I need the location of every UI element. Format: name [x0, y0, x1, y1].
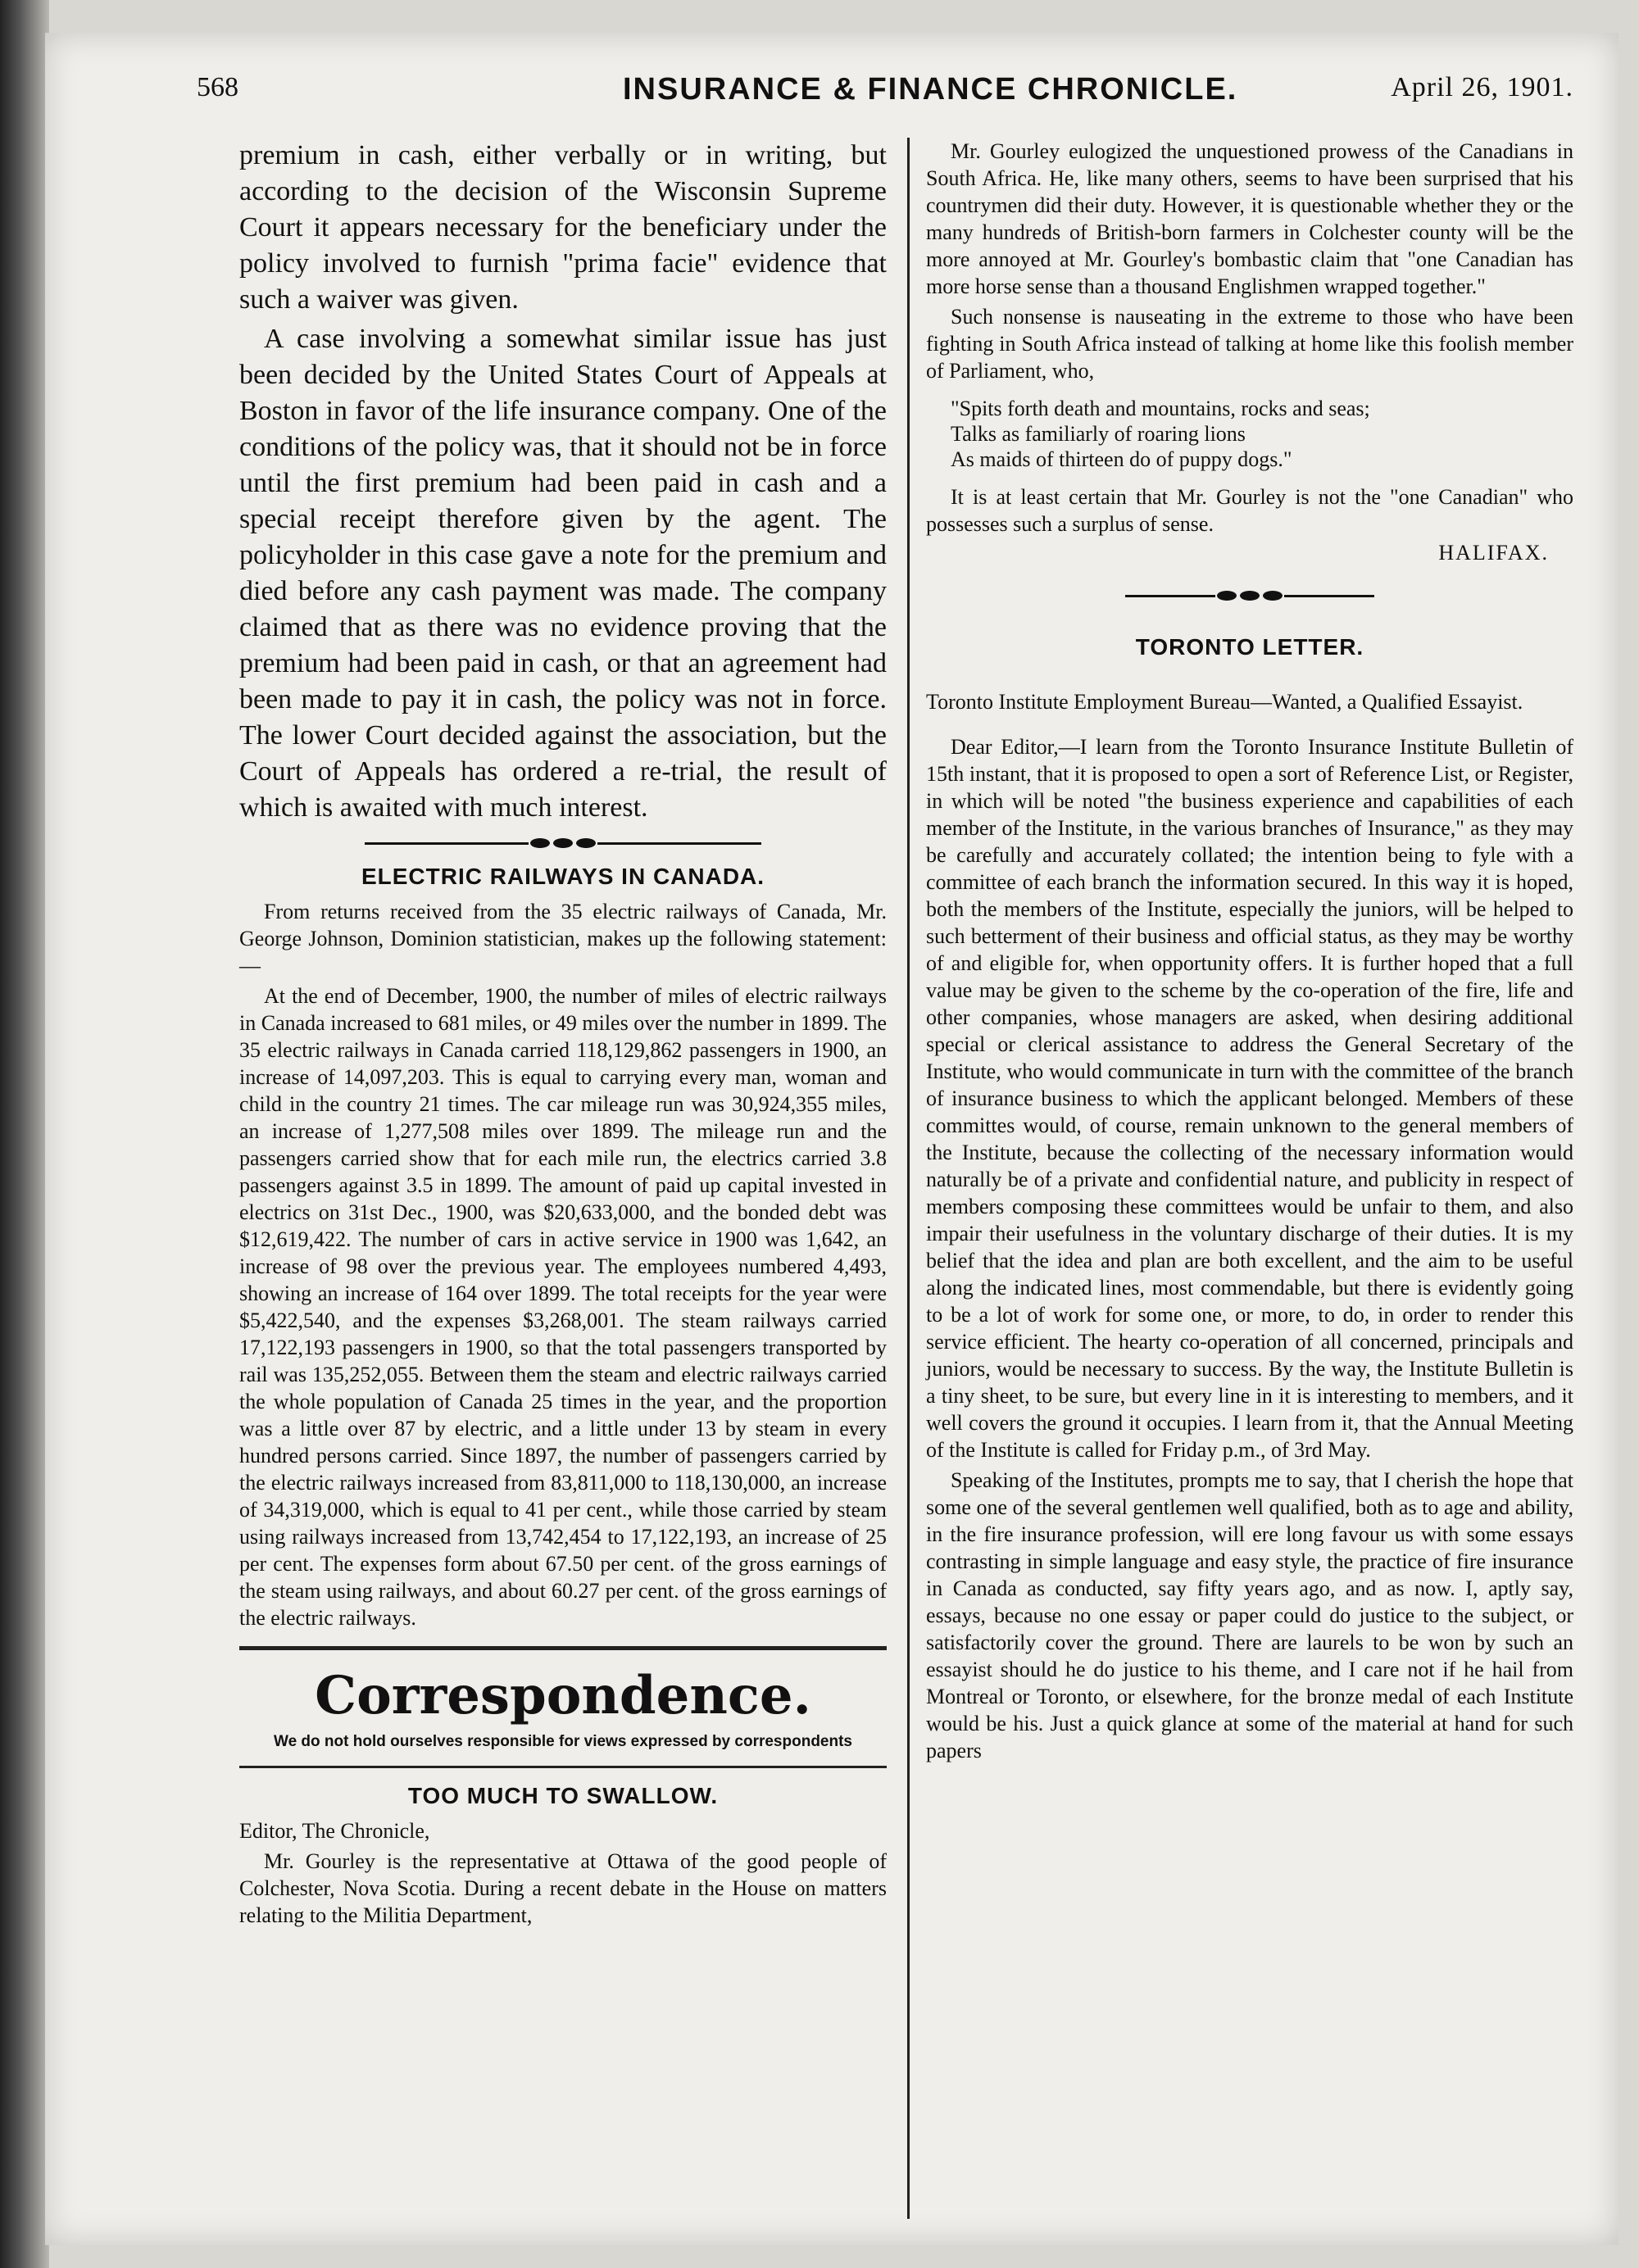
correspondence-disclaimer: We do not hold ourselves responsible for views expressed by correspondents: [273, 1733, 852, 1750]
intro-paragraph: premium in cash, either verbally or in writing, but according to the decision of the Wisconsin Supreme Court it appears necessary for the beneficiary under the policy involved to furnish "prima facie" evidence that such a waiver was given.: [239, 140, 887, 315]
intro-paragraph: A case involving a somewhat similar issue has just been decided by the United States Court of Appeals at Boston in favor of the life insurance company. One of the conditions of the policy was, that it should not be in force until the first premium had been paid in cash and a special receipt therefore given by the agent. The policyholder in this case gave a note for the premium and died before any cash payment was made. The company claimed that as there was no evidence proving that the premium had been paid in cash, or that an agreement had been made to pay it in cash, the policy was not in force. The lower Court decided against the association, but the Court of Appeals has ordered a re-trial, the result of which is awaited with much interest.: [239, 324, 887, 823]
correspondence-title: Correspondence.: [315, 1665, 811, 1726]
journal-title: INSURANCE & FINANCE CHRONICLE.: [623, 72, 1238, 107]
electric-railways-heading: ELECTRIC RAILWAYS IN CANADA.: [361, 864, 765, 889]
electric-paragraph: At the end of December, 1900, the number of miles of electric railways in Canada increased to 681 miles, or 49 miles over the number in 1899. The 35 electric railways in Canada carried 118,129,862 passengers in 1900, an increase of 14,097,203. This is equal to carrying every man, woman and child in the country 21 times. The car mileage run was 30,924,355 miles, an increase of 1,277,508 miles over 1899. The mileage run and the passengers carried show that for each mile run, the electrics carried 3.8 passengers against 3.5 in 1899. The amount of paid up capital invested in electrics on 31st Dec., 1900, was $20,633,000, and the bonded debt was $12,619,422. The number of cars in active service in 1900 was 1,642, an increase of 98 over the previous year. The employees numbered 4,493, showing an increase of 164 over 1899. The total receipts for the year were $5,422,540, and the expenses $3,268,001. The steam railways carried 17,122,193 passengers in 1900, so that the total passengers transported by rail was 135,252,055. Between them the steam and electric railways carried the whole population of Canada 25 times in the year, and the proportion was a little over 87 by electric, and a little under 13 by steam in every hundred persons carried. Since 1897, the number of passengers carried by the electric railways increased from 83,811,000 to 118,130,000, an increase of 34,319,000, which is equal to 41 per cent., while those carried by steam using railways increased from 13,742,454 to 17,122,193, an increase of 25 per cent. The expenses form about 67.50 per cent. of the gross earnings of the steam using railways, and about 60.27 per cent. of the gross earnings of the electric railways.: [239, 984, 887, 1630]
letter-paragraph: Such nonsense is nauseating in the extreme to those who have been fighting in South Africa instead of talking at home like this foolish member of Parliament, who,: [926, 305, 1573, 383]
toronto-subhead: [926, 688, 1573, 715]
quote-line: Talks as familiarly of roaring lions: [951, 422, 1246, 446]
right-column: [926, 138, 1573, 1767]
electric-paragraph: From returns received from the 35 electric railways of Canada, Mr. George Johnson, Dominion statistician, makes up the following statement:—: [239, 900, 887, 978]
issue-date: April 26, 1901.: [1391, 72, 1573, 102]
ornament-divider: [239, 829, 887, 854]
toronto-letter-heading: TORONTO LETTER.: [1135, 634, 1364, 660]
page-header: [197, 66, 1573, 123]
salutation: Editor, The Chronicle,: [239, 1819, 430, 1843]
column-divider: [907, 138, 910, 2219]
toronto-paragraph: Speaking of the Institutes, prompts me to say, that I cherish the hope that some one of the several gentlemen well qualified, both as to age and ability, in the fire insurance profession, will ere long favour us with some essays contrasting in simple language and easy style, the practice of fire insurance in Canada as conducted, say fifty years ago, and as now. I, aptly say, essays, because no one essay or paper could do justice to the subject, or satisfactorily cover the ground. There are laurels to be won by such an essayist should he do justice to his theme, and I care not if he hail from Montreal or Toronto, or elsewhere, for the bronze medal of each Institute would be his. Just a quick glance at some of the material at hand for such papers: [926, 1468, 1573, 1762]
verse-quote: [951, 396, 1573, 472]
page-binding-edge: [0, 0, 49, 2268]
section-rule: [239, 1766, 887, 1768]
swallow-paragraph: Mr. Gourley is the representative at Ottawa of the good people of Colchester, Nova Scotia. During a recent debate in the House on matters relating to the Militia Department,: [239, 1849, 887, 1927]
page-number: 568: [197, 72, 238, 102]
closing-paragraph: It is at least certain that Mr. Gourley is not the "one Canadian" who possesses such a surplus of sense.: [926, 485, 1573, 536]
quote-line: "Spits forth death and mountains, rocks and seas;: [951, 397, 1370, 420]
swallow-heading: TOO MUCH TO SWALLOW.: [407, 1783, 719, 1808]
left-column: [239, 138, 887, 1932]
subhead-text: Toronto Institute Employment Bureau—Wanted, a Qualified Essayist.: [926, 690, 1523, 714]
quote-line: As maids of thirteen do of puppy dogs.": [951, 447, 1292, 471]
signature: HALIFAX.: [1438, 541, 1549, 565]
section-rule: [239, 1646, 887, 1650]
ornament-divider: [926, 582, 1573, 606]
toronto-paragraph: Dear Editor,—I learn from the Toronto Insurance Institute Bulletin of 15th instant, that it is proposed to open a sort of Reference List, or Register, in which will be noted "the business experience and capabilities of each member of the Institute, in the various branches of Insurance," as they may be carefully and accurately collated; the intention being to fyle with a committee of each branch the information secured. In this way it is hoped, both the members of the Institute, especially the juniors, will be helped to such betterment of their business and official status, as they may be worthy of and eligible for, when opportunity offers. It is further hoped that a full value may be given to the scheme by the co-operation of the fire, life and other companies, whose managers are asked, when desiring additional special or clerical assistance to address the General Secretary of the Institute, who would communicate in turn with the committee of the branch of insurance business to which the applicant belonged. Members of these committes would, of course, remain unknown to the general members of the Institute, because the collecting of the necessary information would naturally be of a private and confidential nature, and publicity in respect of members composing these committees would be unfair to them, and also impair their usefulness in the voluntary discharge of their duties. It is my belief that the idea and plan are both excellent, and the aim to be useful along the indicated lines, most commendable, but there is evidently going to be a lot of work for some one, or more, to do, in order to render this service efficient. The hearty co-operation of all concerned, principals and juniors, would be necessary to success. By the way, the Institute Bulletin is a tiny sheet, to be sure, but every line in it is interesting to members, and it well covers the ground it occupies. I learn from it, that the Annual Meeting of the Institute is called for Friday p.m., of 3rd May.: [926, 735, 1573, 1462]
letter-paragraph: Mr. Gourley eulogized the unquestioned prowess of the Canadians in South Africa. He, like many others, seems to have been surprised that his countrymen did their duty. However, it is questionable whether they or the many hundreds of British-born farmers in Colchester county will be the more annoyed at Mr. Gourley's bombastic claim that "one Canadian has more horse sense than a thousand Englishmen wrapped together.": [926, 139, 1573, 298]
